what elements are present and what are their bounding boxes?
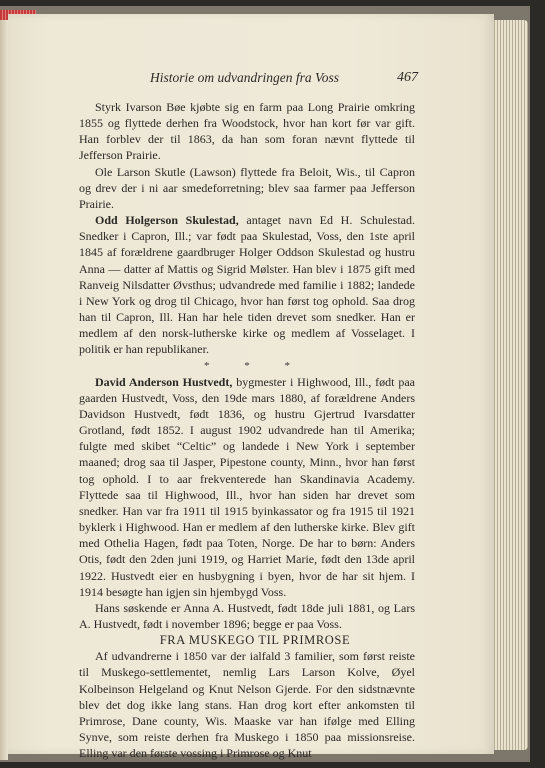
section-heading: FRA MUSKEGO TIL PRIMROSE [159,633,351,648]
page-number: 467 [397,70,418,85]
page-edges [492,20,528,750]
section-separator: * * * [204,359,306,372]
paragraph: David Anderson Hustvedt, bygmester i Highwood, Ill., født paa gaarden Hustvedt, Voss, den 19de mars 1880, af forældrene Anders Davidson Hustvedt, født 1836, og hustru Gjertrud Ivarsdatter Grotland, født 1852. I august 1902 udvandrede han til Amerika; fulgte med skibet “Celtic” og landede i New York i september maaned; drog saa til Jasper, Pipestone county, Minn., hvor han først tog ophold. I to aar frekventerede han Skandinavia Academy. Flyttede saa til Highwood, Ill., hvor han siden har drevet som snedker. Han var fra 1911 til 1915 byinkassator og fra 1915 til 1921 byklerk i Highwood. Han er medlem af den lutherske kirke. Blev gift med Othelia Hagen, født paa Toten, Norge. De har to børn: Anders Otis, født den 2den juni 1919, og Harriet Marie, født den 13de april 1922. Hustvedt eier en husbygning i byen, hvor de har sit hjem. I 1914 besøgte han igjen sin hjembygd Voss. [79,374,415,599]
person-name: David Anderson Hustvedt, [95,374,233,389]
body-text [79,99,415,761]
paragraph: Af udvandrerne i 1850 var der ialfald 3 familier, som først reiste til Muskego-settlementet, nemlig Lars Larson Kolve, Øyel Kolbeinson Helgeland og Knut Nelson Gjerde. For den sidstnævnte blev det dog ikke lang stans. Han drog kort efter ankomsten til Primrose, Dane county, Wis. Maaske var han ifølge med Elling Synve, som reiste derhen fra Muskego i 1850 paa missionsreise. Elling var den første vossing i Primrose og Knut [79,649,415,761]
running-head-title: Historie om udvandringen fra Voss [150,70,339,85]
paragraph: Hans søskende er Anna A. Hustvedt, født 18de juli 1881, og Lars A. Hustvedt, født i november 1896; begge er paa Voss. [79,600,415,631]
running-head [62,70,418,90]
person-name: Odd Holgerson Skulestad, [95,213,239,228]
paragraph: Odd Holgerson Skulestad, antaget navn Ed H. Schulestad. Snedker i Capron, Ill.; var født paa Skulestad, Voss, den 1ste april 1845 af forældrene gaardbruger Holger Oddson Skulestad og hustru Anna — datter af Mattis og Sigrid Mølster. Han blev i 1875 gift med Ranveig Nilsdatter Øvsthus; udvandrede med familie i 1882; landede i New York og drog til Chicago, hvor han først tog ophold. Saa drog han til Capron, Ill. Han har hele tiden drevet som snedker. Han er medlem af den norsk-lutherske kirke og medlem af Vosselaget. I politik er han republikaner. [79,213,415,357]
book-spine-edge [0,14,8,760]
paragraph: Styrk Ivarson Bøe kjøbte sig en farm paa Long Prairie omkring 1855 og flyttede derhen fra Woodstock, hvor han kort før var gift. Han forblev der til 1863, da han som foran nævnt flyttede til Jefferson Prairie. [79,100,415,163]
paragraph: Ole Larson Skutle (Lawson) flyttede fra Beloit, Wis., til Capron og drev der i ni aar smedeforretning; blev saa farmer paa Jefferson Prairie. [79,164,415,211]
